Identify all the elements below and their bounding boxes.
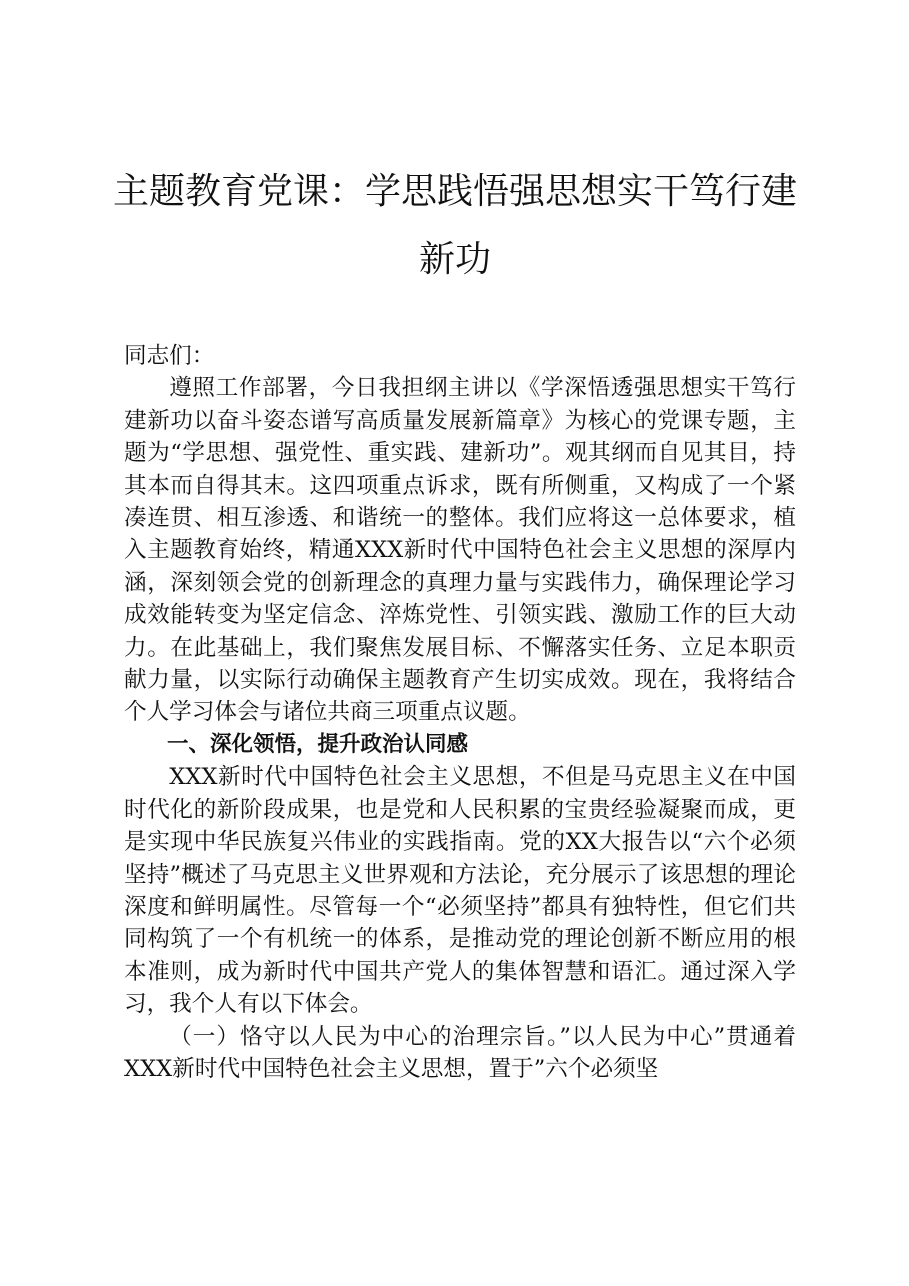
salutation: 同志们： <box>124 343 215 369</box>
section-heading: 一、深化领悟，提升政治认同感 <box>167 731 469 757</box>
document-body <box>124 340 796 1085</box>
intro-paragraph: 遵照工作部署，今日我担纲主讲以《学深悟透强思想实干笃行建新功以奋斗姿态谱写高质量发展新篇章》为核心的党课专题，主题为“学思想、强党性、重实践、建新功”。观其纲而自见其目，持其本而自得其末。这四项重点诉求，既有所侧重，又构成了一个紧凑连贯、相互渗透、和谐统一的整体。我们应将这一总体要求，植入主题教育始终，精通XXX新时代中国特色社会主义思想的深厚内涵，深刻领会党的创新理念的真理力量与实践伟力，确保理论学习成效能转变为坚定信念、淬炼党性、引领实践、激励工作的巨大动力。在此基础上，我们聚焦发展目标、不懈落实任务、立足本职贡献力量，以实际行动确保主题教育产生切实成效。现在，我将结合个人学习体会与诸位共商三项重点议题。 <box>124 375 796 726</box>
document-title: 主题教育党课：学思践悟强思想实干笃行建新功 <box>112 171 797 280</box>
section-paragraph: XXX新时代中国特色社会主义思想，不但是马克思主义在中国时代化的新阶段成果，也是党和人民积累的宝贵经验凝聚而成，更是实现中华民族复兴伟业的实践指南。党的XX大报告以“六个必须坚持”概述了马克思主义世界观和方法论，充分展示了该思想的理论深度和鲜明属性。尽管每一个“必须坚持”都具有独特性，但它们共同构筑了一个有机统一的体系，是推动党的理论创新不断应用的根本准则，成为新时代中国共产党人的集体智慧和语汇。通过深入学习，我个人有以下体会。 <box>124 764 796 1018</box>
subsection-paragraph: （一）恪守以人民为中心的治理宗旨。”以人民为中心”贯通着XXX新时代中国特色社会主义思想，置于”六个必须坚 <box>124 1023 796 1082</box>
